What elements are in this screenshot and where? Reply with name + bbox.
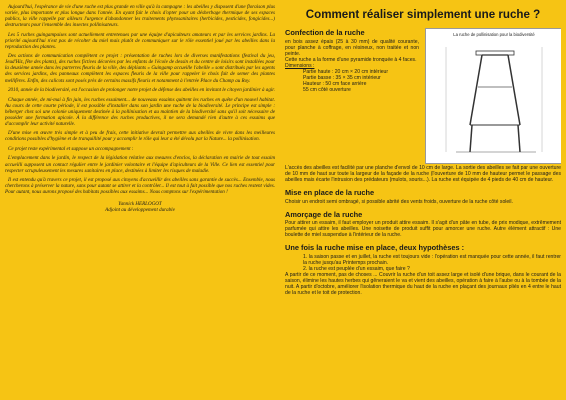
priming-text: Pour attirer un essaim, il faut employer un produit attire essaim. Il s'agit d'un pâte en tube, de prix modique, extrêmement parfumée qui attire les abeilles. Une noisette de produit suffit pour amorcer une ruche. Autre élément attractif : Une boulette de miel suspendue à l'intérieur de la ruche. <box>285 220 561 239</box>
figure-caption: La ruche de pollinisation pour la biodiversité <box>453 32 535 37</box>
paragraph: Des actions de communication complètent ce projet : présentation de ruches lors de diverses manifestations (festival du jeu, Jeud'Hiz, fête des plants), des ruches fictives décorées par les enfants de l'école de dessin et du centre de loisirs sont installées pour la deuxième année dans les parterres fleuris de la ville, des dépliants « Guingamp accueille l'abeille » sont distribués par les agents des services jardins, des panneaux complètent les espaces fleuris de la ville pour rappeler le choix fait de semer des plantes mellifères. Enfin, des calicots sont posés près de certains massifs fleuris et notamment à l'entrée Place du Champ au Roy. <box>5 53 275 84</box>
hive-drawing <box>426 37 561 161</box>
hypotheses-text: A partir de ce moment, pas de choses ... Couvrir la ruche d'un toit assez large et isolé d'une brique, dans le courant de la saison, élimine les hautes herbes qui gêneraient le va et vient des abeilles, opération à faire à l'aube ou à la tombée de la nuit. A partir d'octobre, améliorer l'isolation thermique du haut de la ruche en plaçant des journaux pliés en 4 entre le haut de la ruche et le toit de protection. <box>285 271 561 297</box>
dimension-item: Partie haute : 20 cm × 20 cm intérieur <box>303 68 389 75</box>
section-heading: Amorçage de la ruche <box>285 209 363 219</box>
paragraph: L'emplacement dans le jardin, le respect de la législation relative aux mesures d'enclos, la déclaration en mairie de tout essaim accueilli supposent un contact régulier entre le jardinier volontaire et l'équipe d'apiculteurs de la Ville. Ce lien est essentiel pour respecter scrupuleusement les mesures sanitaires en place, destinées à limiter les risques de maladie. <box>5 155 275 174</box>
paragraph: Chaque année, de mi-mai à fin juin, les ruches essaiment... de nouveaux essaims quittent les ruches en quête d'un nouvel habitat. Au cours de cette courte période, il est possible d'installer dans son jardin une ruche de la biodiversité. Le principe est simple : héberger chez soi une colonie uniquement destinée à la pollinisation et au maintien de la biodiversité sans qu'il soit nécessaire de posséder une formation apicole. À la différence des ruches productives, il ne sera demandé rien d'autre à ces essaims que d'accomplir leur activité naturelle. <box>5 96 275 127</box>
signature-name: Yannick HERLOGOT <box>118 201 162 208</box>
editorial-column <box>5 4 275 396</box>
hypothesis-item: 2. la ruche est peuplée d'un essaim, que faire ? <box>303 265 410 272</box>
instructions-column <box>285 4 561 396</box>
confection-shape: Cette ruche a la forme d'une pyramide tronquée à 4 faces. <box>285 56 417 63</box>
hive-illustration <box>425 28 561 164</box>
hypotheses-section <box>285 243 561 296</box>
priming-section <box>285 210 561 239</box>
access-text: L'accès des abeilles est facilité par une planche d'envol de 10 cm de large. La sortie des abeilles se fait par une ouverture de 10 mm de haut sur toute la largeur de la façade de la ruche (l'ouverture de 10 mm de hauteur permet le passage des abeilles mais écarte l'intrusion des prédateurs (mulots, souris...). La ruche est équipée de 4 pieds de 40 cm de hauteur. <box>285 165 561 184</box>
confection-text: en bois assez épais (25 à 30 mm) de qualité courante, pour planche à coffrage, en résineux, non traitée et non peinte. <box>285 38 419 57</box>
hypothesis-item: 1. la saison passe et en juillet, la ruche est toujours vide : l'opération est manquée pour cette année, il faut rentrer la ruche jusqu'au Printemps prochain. <box>303 253 561 266</box>
paragraph: Il est entendu qu'à travers ce projet, il est proposé aux citoyens d'accueillir des abeilles sans garantie de succès... Ensemble, nous chercherons à préserver la nature, sans pour autant se attirer et la contrôler... Il est tout à fait possible que nos ruches restent vides. Pour autant, nous aurons proposé des habitats possibles aux essaims... Nous comptons sur l'expérimentation ! <box>5 177 275 196</box>
signature-role: Adjoint au développement durable <box>105 207 175 214</box>
paragraph: Les 5 ruches guingampaises sont actuellement entretenues par une équipe d'apiculteurs amateurs et par les services jardins. La priorité aujourd'hui n'est pas de récolter du miel mais plutôt de communiquer sur le rôle essentiel joué par les abeilles dans la reproduction des plantes. <box>5 31 275 50</box>
confection-section <box>285 28 419 93</box>
section-heading: Mise en place de la ruche <box>285 188 375 198</box>
paragraph: Aujourd'hui, l'espérance de vie d'une ruche est plus grande en ville qu'à la campagne : les abeilles y disposent d'une floraison plus variée, plus importante et plus longue dans l'année. En ayant fait le choix d'opter pour un désherbage thermique de ses espaces publics, la ville rappelle par ailleurs l'urgence d'abandonner les traitements phytosanitaires (herbicides, pesticides, fongicides...) destructeurs pour l'ensemble des insectes pollinisateurs. <box>5 4 275 29</box>
paragraph: D'une mise en œuvre très simple et à peu de frais, cette initiative devrait permettre aux abeilles de vivre dans les meilleures conditions possibles d'hygiène et de tranquillité pour y accomplir le rôle qui leur a été dévolu par la Nature... la pollinisation. <box>5 130 275 143</box>
confection-block <box>285 28 561 165</box>
placement-text: Choisir un endroit semi ombragé, si possible abrité des vents froids, ouverture de la ruche côté soleil. <box>285 198 513 205</box>
page-title: Comment réaliser simplement une ruche ? <box>305 8 541 21</box>
paragraph: Ce projet reste expérimental et suppose un accompagnement : <box>8 145 134 152</box>
dimension-item: Hauteur : 50 cm face arrière <box>303 80 367 87</box>
section-heading: Confection de la ruche <box>285 28 365 37</box>
signature <box>5 201 275 213</box>
dimension-item: Partie basse : 35 × 35 cm intérieur <box>303 74 381 81</box>
dimensions-label: Dimensions : <box>285 62 315 69</box>
paragraph: 2010, année de la biodiversité, est l'occasion de prolonger notre projet de défense des abeilles en invitant le citoyen jardinier à agir. <box>8 87 275 94</box>
section-heading: Une fois la ruche mise en place, deux hypothèses : <box>285 243 465 253</box>
placement-section <box>285 188 561 205</box>
dimension-item: 55 cm côté ouverture <box>303 86 351 93</box>
access-section <box>285 165 561 183</box>
